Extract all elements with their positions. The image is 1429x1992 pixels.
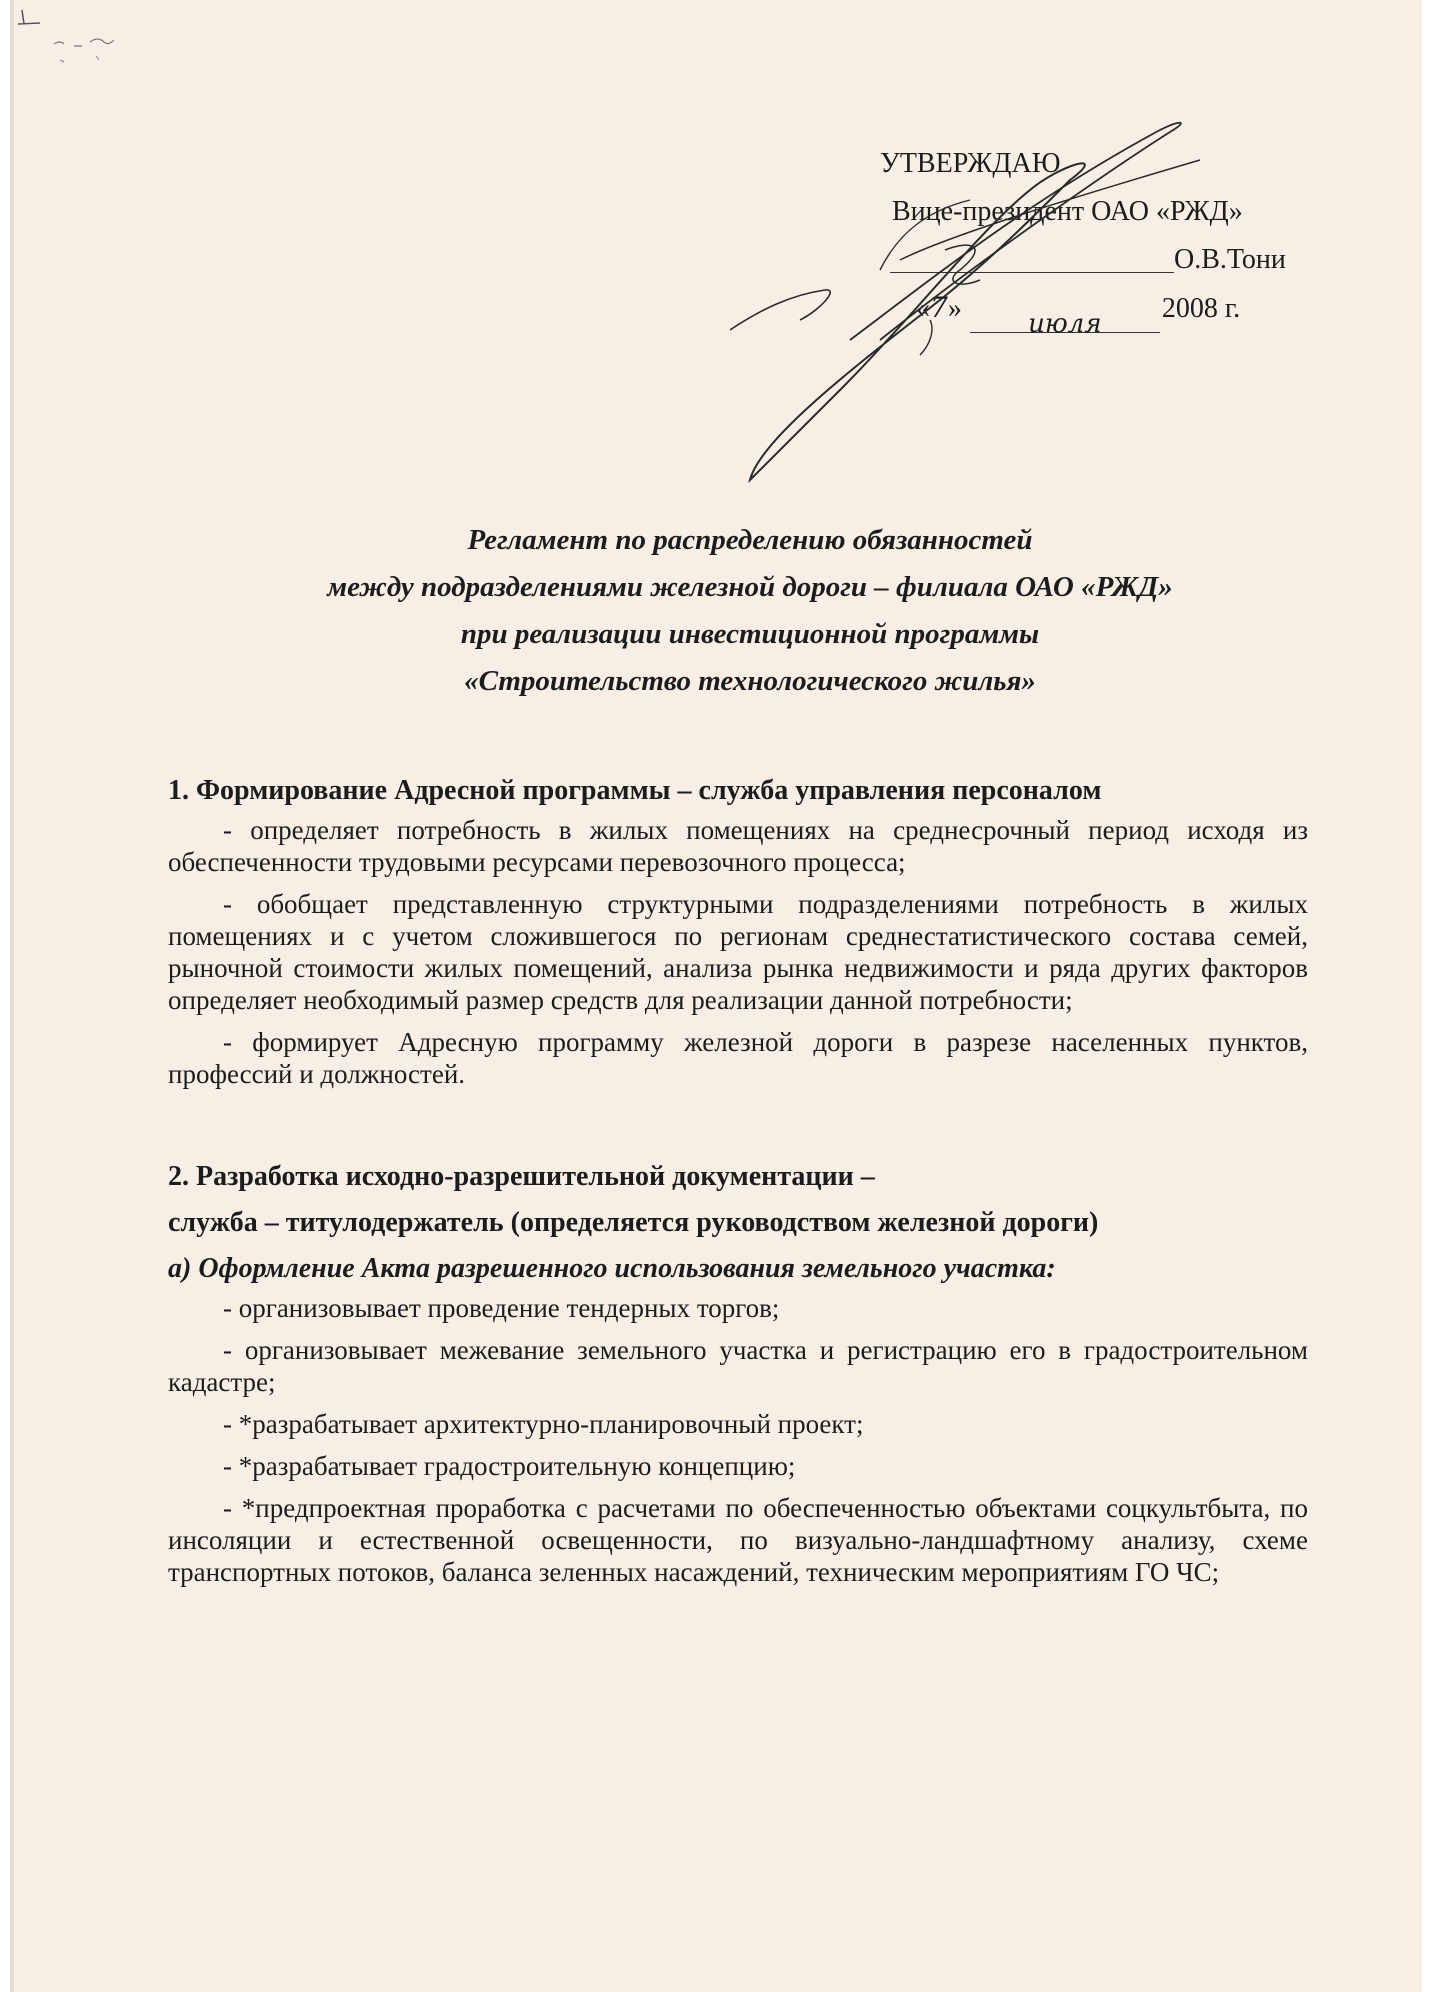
title-line: при реализации инвестиционной программы	[460, 618, 1040, 650]
date-month-text: июля	[1028, 309, 1102, 339]
subsection-heading: а) Оформление Акта разрешенного использования земельного участка:	[168, 1253, 1056, 1284]
section-heading-continued: служба – титулодержатель (определяется руководством железной дороги)	[168, 1207, 1099, 1238]
section-heading: 1. Формирование Адресной программы – служба управления персоналом	[168, 775, 1102, 806]
list-item: - организовывает проведение тендерных торгов;	[223, 1293, 780, 1323]
title-line: «Строительство технологического жилья»	[464, 665, 1036, 697]
list-item: - организовывает межевание земельного участка и регистрацию его в градостроительном кадастре;	[168, 1335, 1308, 1397]
scan-edge	[10, 0, 14, 1992]
approval-position: Вице-президент ОАО «РЖД»	[892, 196, 1243, 227]
approval-date	[916, 284, 1336, 339]
list-item: - определяет потребность в жилых помещениях на среднесрочный период исходя из обеспеченности трудовыми ресурсами перевозочного процесса;	[168, 815, 1308, 877]
date-month	[970, 300, 1160, 339]
title-line: между подразделениями железной дороги – филиала ОАО «РЖД»	[327, 571, 1173, 603]
date-day: 7	[930, 291, 948, 324]
document-body	[168, 768, 1308, 1598]
section-heading: 2. Разработка исходно-разрешительной документации –	[168, 1161, 875, 1192]
date-year: 2008 г.	[1161, 293, 1241, 324]
list-item: - *предпроектная проработка с расчетами по обеспеченностью объектами соцкультбыта, по инсоляции и естественной освещенности, по визуально-ландшафтному анализу, схеме транспортных потоков, баланса зеленных насаждений, техническим мероприятиям ГО ЧС;	[168, 1493, 1308, 1587]
document-title	[160, 517, 1340, 705]
signature-line	[890, 236, 1174, 273]
list-item: - *разрабатывает градостроительную концепцию;	[223, 1451, 796, 1481]
spacer	[168, 1100, 1308, 1154]
date-open-quote: «	[916, 293, 930, 324]
list-item: - *разрабатывает архитектурно-планировочный проект;	[223, 1409, 864, 1439]
approval-title: УТВЕРЖДАЮ	[880, 148, 1061, 179]
list-item: - обобщает представленную структурными подразделениями потребность в жилых помещениях и с учетом сложившегося по регионам среднестатистического состава семей, рыночной стоимости жилых помещений, анализа рынка недвижимости и ряда других факторов определяет необходимый размер средств для реализации данной потребности;	[168, 889, 1308, 1015]
date-close-quote: »	[947, 293, 962, 324]
margin-scribble	[10, 0, 210, 90]
document-page	[10, 0, 1422, 1992]
title-line: Регламент по распределению обязанностей	[467, 524, 1033, 556]
approver-name: О.В.Тони	[1174, 244, 1286, 275]
approval-block	[870, 140, 1310, 339]
list-item: - формирует Адресную программу железной дороги в разрезе населенных пунктов, профессий и должностей.	[168, 1027, 1308, 1089]
